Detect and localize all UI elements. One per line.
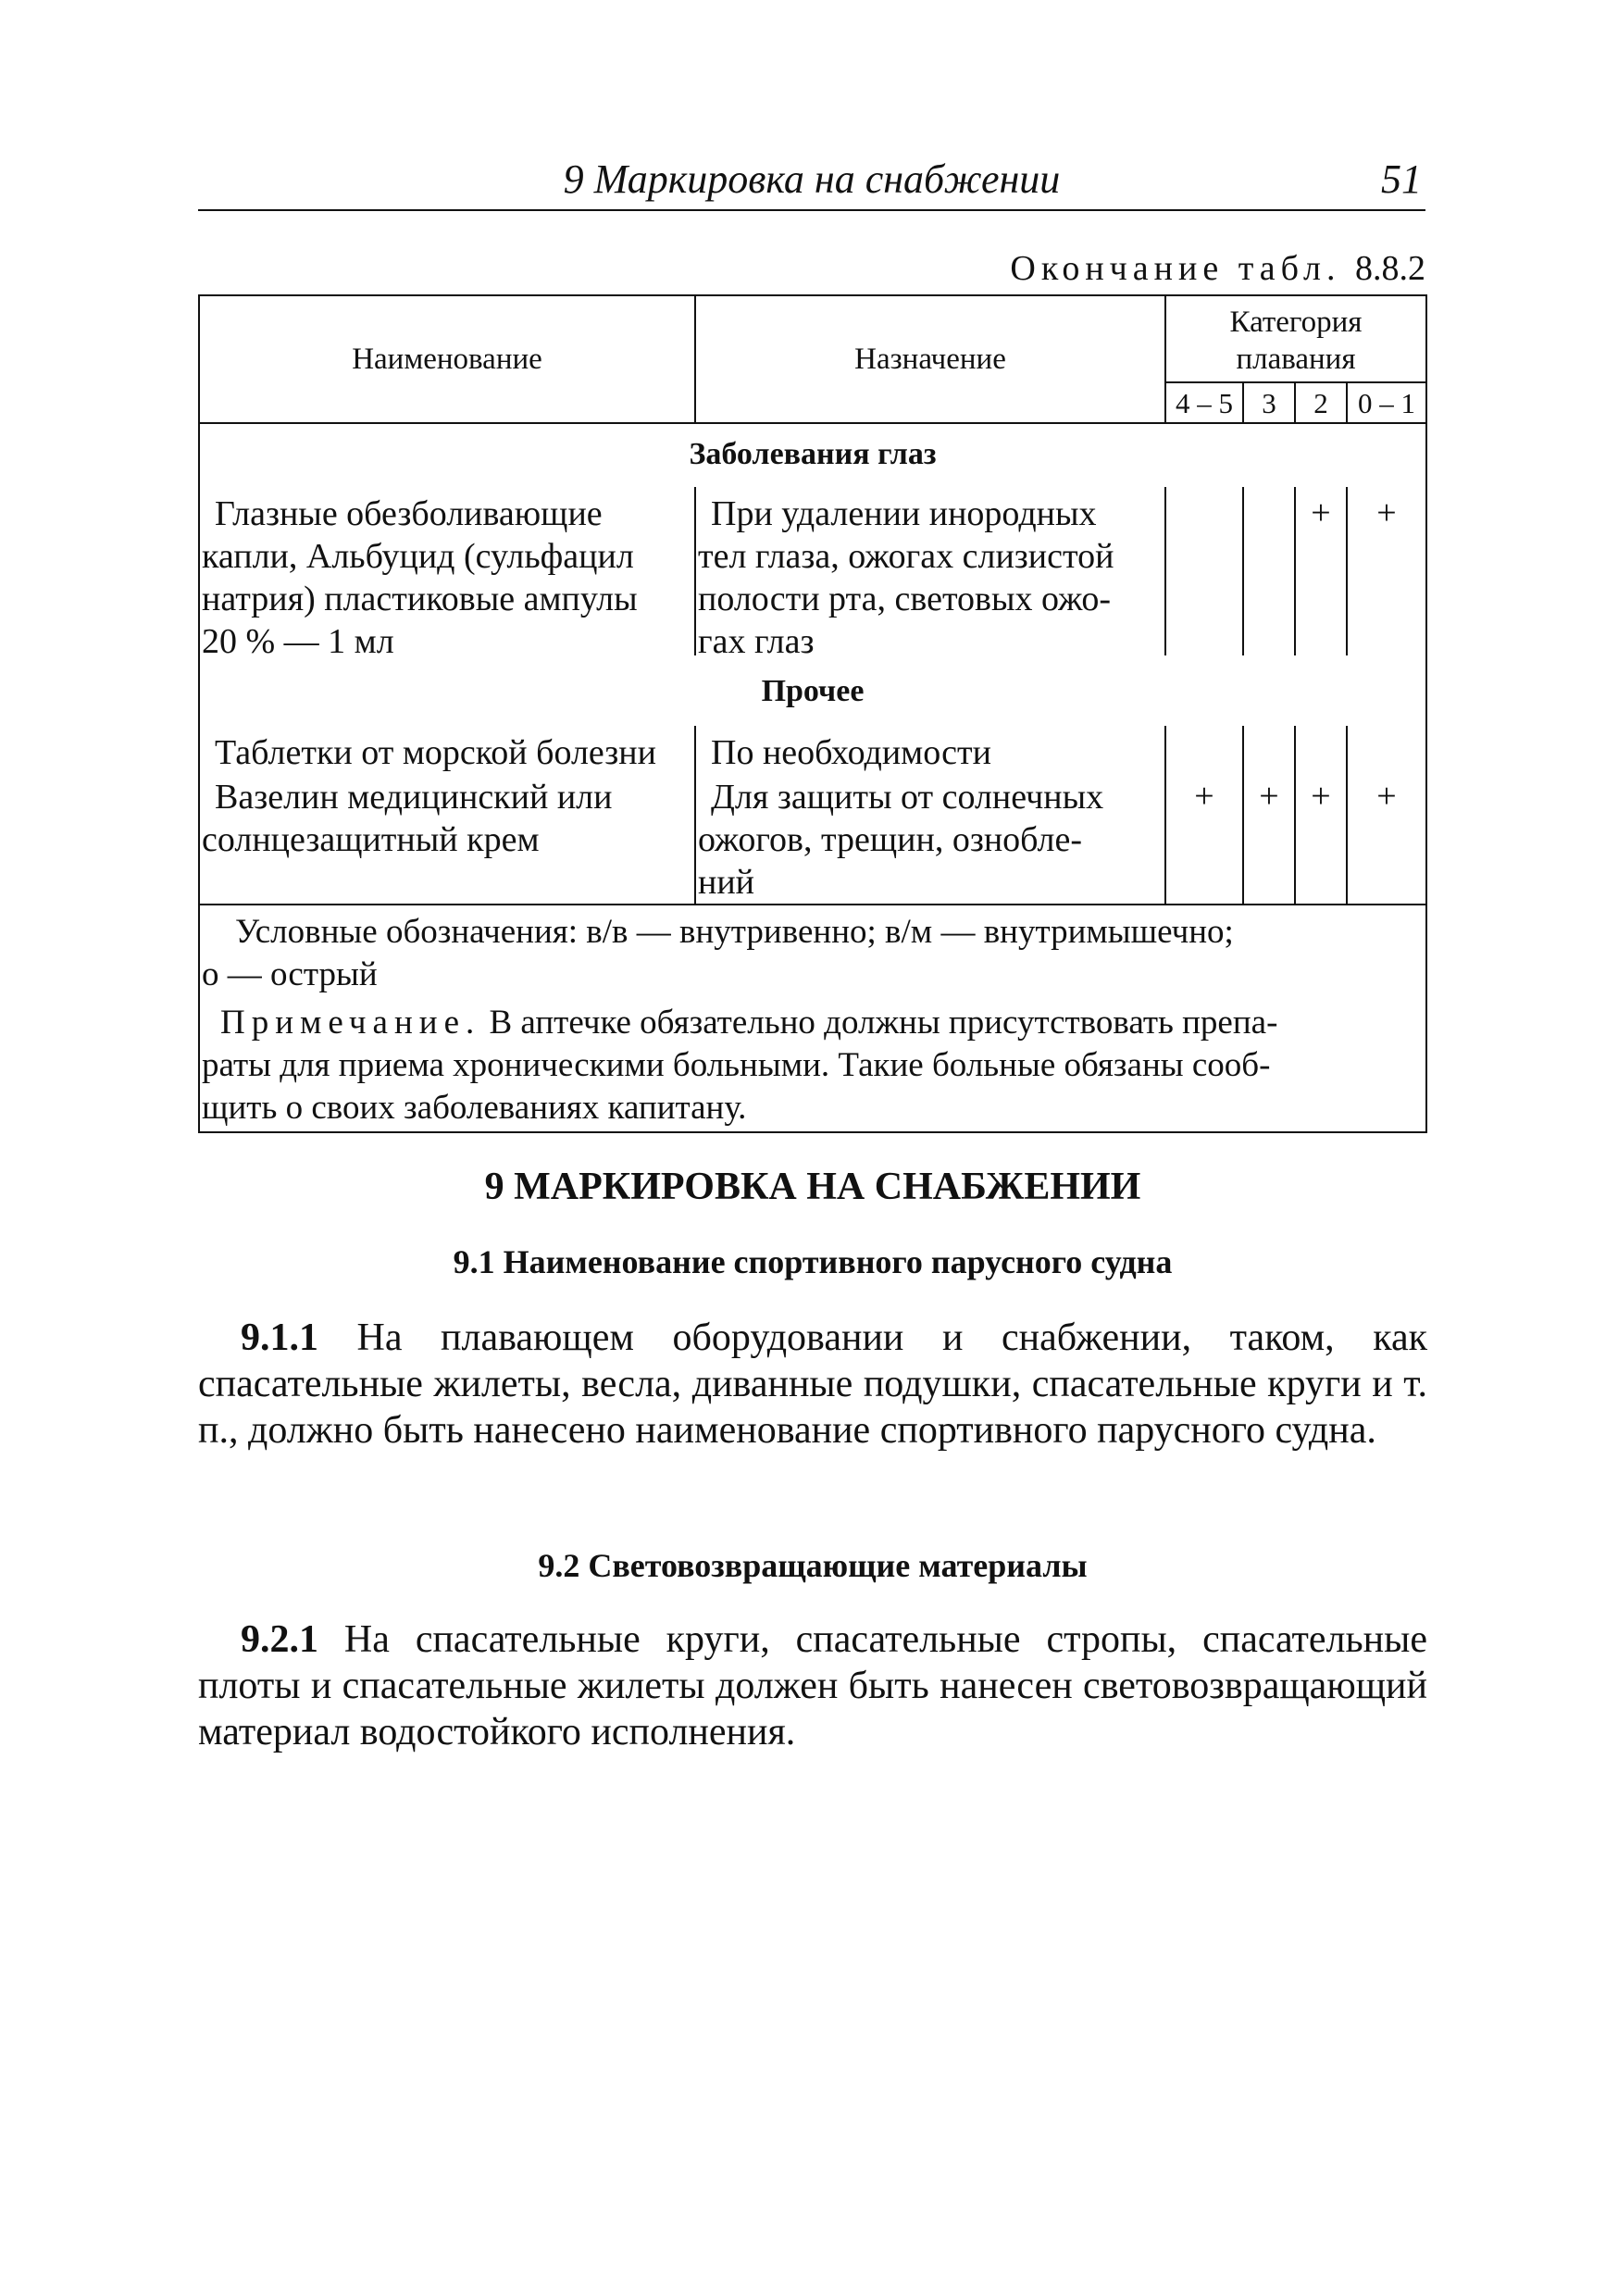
table-caption-number: 8.8.2	[1355, 249, 1425, 288]
header-name: Наименование	[352, 343, 542, 376]
other-mark-4-5: +	[1194, 777, 1214, 816]
header-category-line1: Категория	[1229, 306, 1363, 339]
eyes-col-divider-1	[694, 487, 696, 655]
page-number: 51	[1381, 156, 1422, 202]
other-purpose-line: ожогов, трещин, ознобле-	[698, 820, 1083, 859]
subsection-9-2-title: 9.2 Световозвращающие материалы	[538, 1547, 1088, 1584]
eyes-mark-2: +	[1311, 493, 1331, 532]
other-name-line: Вазелин медицинский или	[215, 778, 613, 817]
table-caption-prefix: Окончание табл.	[1010, 249, 1341, 288]
category-3: 3	[1262, 387, 1276, 419]
category-4-5: 4 – 5	[1176, 387, 1233, 419]
header-category-divider	[1164, 381, 1427, 383]
table-border-top	[198, 294, 1427, 296]
legend-line: о — острый	[202, 955, 378, 993]
table-caption	[833, 248, 1425, 289]
eyes-name-line: натрия) пластиковые ампулы	[202, 580, 638, 618]
category-0-1: 0 – 1	[1358, 387, 1415, 419]
other-mark-3: +	[1259, 777, 1279, 816]
eyes-purpose-line: полости рта, световых ожо-	[698, 580, 1112, 618]
other-mark-0-1: +	[1376, 777, 1397, 816]
other-purpose-line: По необходимости	[711, 733, 991, 772]
other-name-line: Таблетки от морской болезни	[215, 733, 656, 772]
medical-supplies-table	[198, 294, 1427, 1133]
eyes-col-divider-3	[1242, 487, 1244, 655]
legend-line: Условные обозначения: в/в — внутривенно; в/м — внутримышечно;	[235, 913, 1234, 951]
eyes-name-line: 20 % — 1 мл	[202, 622, 394, 661]
running-header-title: 9 Маркировка на снабжении	[563, 156, 1061, 202]
running-header	[198, 148, 1425, 211]
paragraph-9-2-1-text: На спасательные круги, спасательные стропы, спасательные плоты и спасательные жилеты должен быть нанесен световозвращающий материал водостойкого исполнения.	[198, 1618, 1427, 1753]
paragraph-9-1-1	[198, 1315, 1427, 1454]
paragraph-9-1-1-text: На плавающем оборудовании и снабжении, таком, как спасательные жилеты, весла, диванные подушки, спасательные круги и т. п., должно быть нанесено наименование спортивного парусного судна.	[198, 1316, 1428, 1452]
eyes-purpose-line: При удалении инородных	[711, 494, 1097, 533]
note-label: Примечание.	[220, 1004, 481, 1042]
section-eye-diseases: Заболевания глаз	[689, 437, 937, 471]
eyes-col-divider-2	[1164, 487, 1166, 655]
other-purpose-line: Для защиты от солнечных	[711, 778, 1104, 817]
other-mark-2: +	[1311, 777, 1331, 816]
section-other: Прочее	[761, 674, 865, 708]
note-line: щить о своих заболеваниях капитану.	[202, 1089, 747, 1127]
eyes-purpose-line: тел глаза, ожогах слизистой	[698, 537, 1114, 576]
paragraph-9-1-1-number: 9.1.1	[241, 1316, 318, 1359]
category-2: 2	[1313, 387, 1328, 419]
header-category-line2: плавания	[1236, 343, 1356, 376]
eyes-purpose-line: гах глаз	[698, 622, 815, 661]
eyes-name-line: Глазные обезболивающие	[215, 494, 603, 533]
eyes-name-line: капли, Альбуцид (сульфацил	[202, 537, 634, 576]
note-first-line	[220, 1002, 1277, 1044]
other-purpose-line: ний	[698, 863, 755, 902]
note-line: раты для приема хроническими больными. Такие больные обязаны сооб-	[202, 1046, 1271, 1084]
other-col-divider-1	[694, 726, 696, 904]
table-border-left	[198, 294, 200, 1133]
note-text: В аптечке обязательно должны присутствовать препа-	[489, 1004, 1278, 1042]
eyes-mark-0-1: +	[1376, 493, 1397, 532]
table-border-bottom	[198, 1131, 1427, 1133]
section-9-title: 9 МАРКИРОВКА НА СНАБЖЕНИИ	[484, 1166, 1141, 1208]
header-purpose: Назначение	[854, 343, 1006, 376]
legend-divider	[198, 904, 1427, 905]
subsection-9-1-title: 9.1 Наименование спортивного парусного судна	[453, 1243, 1173, 1280]
paragraph-9-2-1	[198, 1616, 1427, 1755]
paragraph-9-2-1-number: 9.2.1	[241, 1618, 318, 1661]
other-name-line: солнцезащитный крем	[202, 820, 540, 859]
table-border-right	[1425, 294, 1427, 1133]
